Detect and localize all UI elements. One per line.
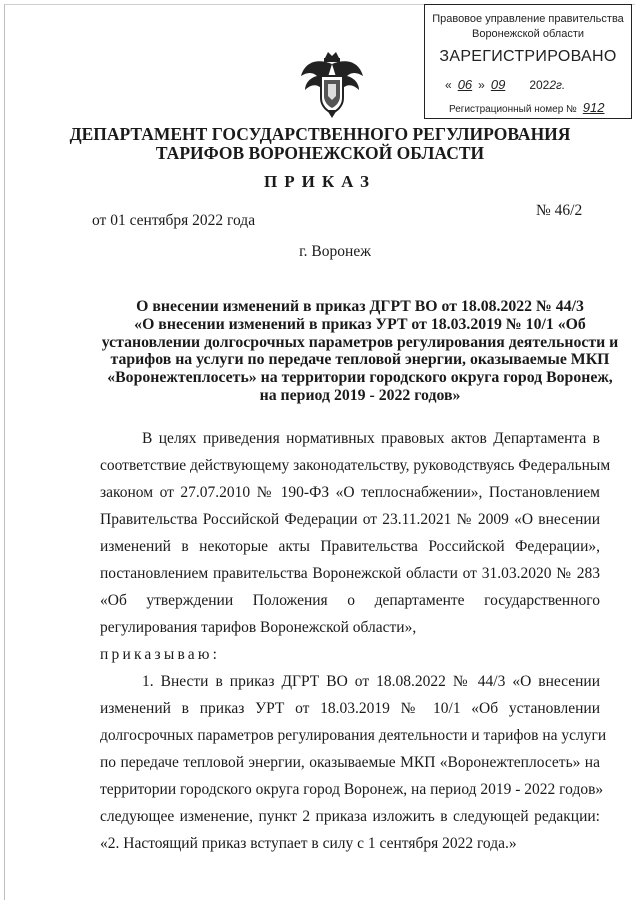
- body-line-order-word: приказываю:: [100, 646, 221, 663]
- body-line: соответствие действующему законодательству, руководствуясь Федеральным: [100, 457, 611, 474]
- body-line: постановлением правительства Воронежской области от 31.03.2020 № 283: [100, 565, 600, 582]
- stamp-line-2: Воронежской области: [471, 28, 584, 40]
- document-type: ПРИКАЗ: [264, 172, 376, 191]
- document-title: О внесении изменений в приказ ДГРТ ВО от 18.08.2022 № 44/3 «О внесении изменений в приказ УРТ от 18.03.2019 № 10/1 «Об установлении долгосрочных параметров регулирования деятельности и тарифов на услуги по передаче тепловой энергии, оказываемые МКП «Воронежтеплосеть» на территории городского округа город Воронеж, на период 2019 - 2022 годов»: [101, 298, 619, 404]
- body-line: изменений в некоторые акты Правительства Российской Федерации»,: [100, 538, 600, 555]
- stamp-regno: Регистрационный номер № 912: [449, 100, 605, 115]
- body-line: по передаче тепловой энергии, оказываемые МКП «Воронежтеплосеть» на: [100, 754, 600, 771]
- stamp-registered: ЗАРЕГИСТРИРОВАНО: [439, 48, 617, 65]
- stamp-regno-value: 912: [582, 100, 605, 115]
- stamp-line-1: Правовое управление правительства: [432, 13, 624, 25]
- stamp-date-month: 09: [490, 77, 506, 92]
- body-line: следующее изменение, пункт 2 приказа изложить в следующей редакции:: [100, 808, 600, 825]
- document-city: г. Воронеж: [299, 243, 371, 260]
- body-line: В целях приведения нормативных правовых актов Департамента в: [142, 430, 600, 447]
- department-name: ДЕПАРТАМЕНТ ГОСУДАРСТВЕННОГО РЕГУЛИРОВАНИЯ ТАРИФОВ ВОРОНЕЖСКОЙ ОБЛАСТИ: [69, 124, 571, 163]
- body-line: территории городского округа город Воронеж, на период 2019 - 2022 годов»: [100, 781, 604, 798]
- body-line: долгосрочных параметров регулирования деятельности и тарифов на услуги: [100, 727, 607, 744]
- body-line: 1. Внести в приказ ДГРТ ВО от 18.08.2022 № 44/3 «О внесении: [142, 673, 600, 690]
- coat-of-arms-icon: [297, 50, 367, 118]
- body-line: законом от 27.07.2010 № 190-ФЗ «О теплоснабжении», Постановлением: [100, 484, 600, 501]
- stamp-date: « 06 » 09 2022г.: [445, 77, 566, 92]
- body-line: изменений в приказ УРТ от 18.03.2019 № 10/1 «Об установлении: [100, 700, 600, 717]
- body-line: «Об утверждении Положения о департаменте государственного: [100, 592, 600, 609]
- stamp-date-year: 2г.: [549, 78, 566, 92]
- body-line: регулирования тарифов Воронежской области»,: [100, 619, 417, 636]
- body-line: Правительства Российской Федерации от 23.11.2021 № 2009 «О внесении: [100, 511, 600, 528]
- body-line: «2. Настоящий приказ вступает в силу с 1 сентября 2022 года.»: [100, 835, 517, 852]
- document-date: от 01 сентября 2022 года: [92, 212, 256, 229]
- registration-stamp: [424, 4, 632, 119]
- document-number: № 46/2: [536, 202, 583, 219]
- stamp-date-day: 06: [457, 77, 473, 92]
